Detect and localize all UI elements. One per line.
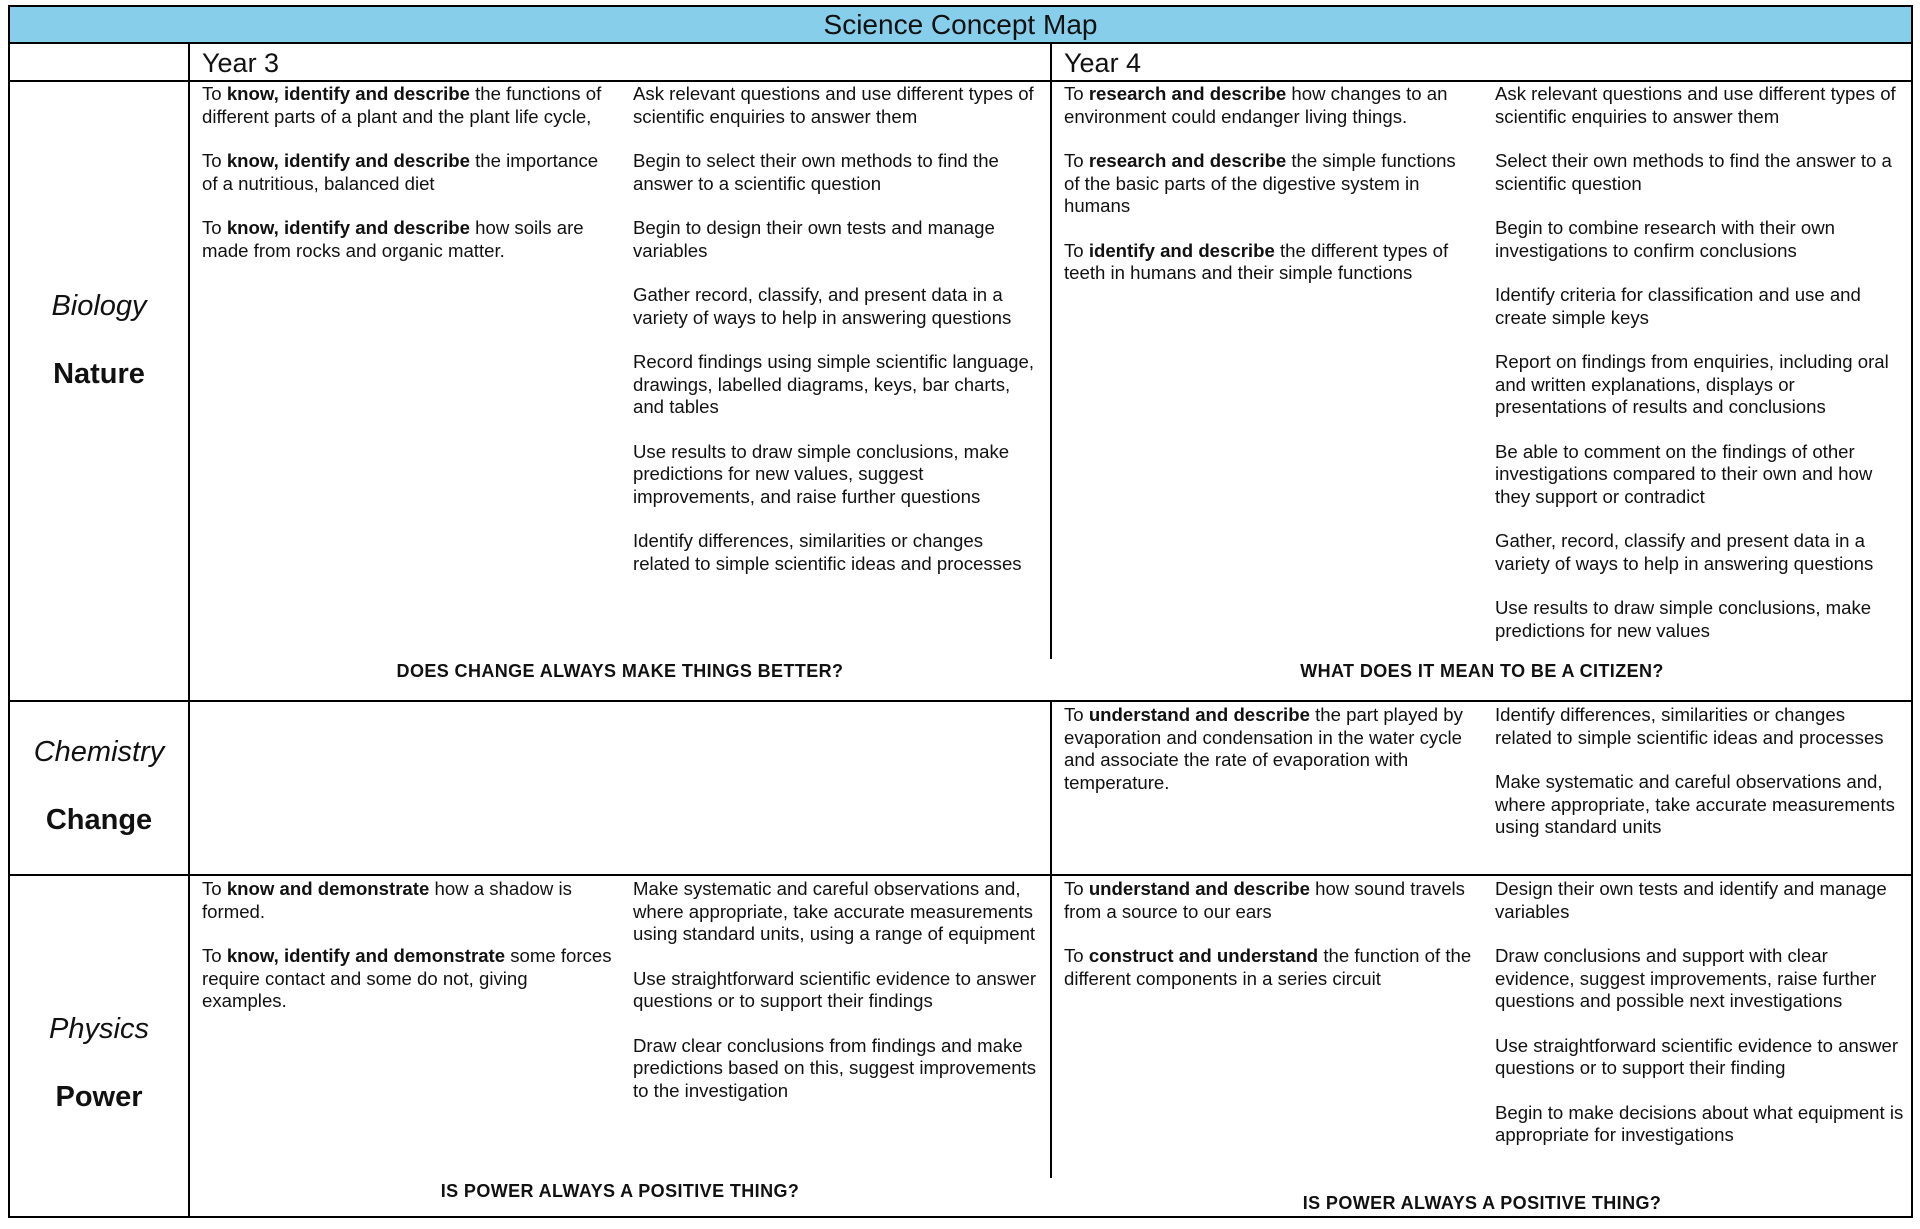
skill-item: Ask relevant questions and use different types of scientific enquiries to answer them: [1495, 83, 1896, 127]
objective: To know, identify and describe how soils are made from rocks and organic matter.: [202, 217, 584, 261]
objective: To research and describe how changes to an environment could endanger living things.: [1064, 83, 1448, 127]
skill-item: Make systematic and careful observations and, where appropriate, take accurate measurements using standard units: [1495, 771, 1895, 837]
skill-item: Identify differences, similarities or changes related to simple scientific ideas and processes: [633, 530, 1022, 574]
skill-item: Begin to combine research with their own investigations to confirm conclusions: [1495, 217, 1836, 261]
subject-label-biology: Biology: [51, 290, 147, 322]
header-row-divider: [10, 80, 1911, 82]
skill-item: Report on findings from enquiries, including oral and written explanations, displays or presentations of results and conclusions: [1495, 351, 1889, 417]
theme-label-change: Change: [45, 804, 153, 836]
biology-y3-skills: [633, 83, 1045, 597]
theme-label-power: Power: [55, 1081, 143, 1113]
skill-item: Begin to select their own methods to find the answer to a scientific question: [633, 150, 999, 194]
biology-y4-objectives: [1064, 83, 1474, 307]
skill-item: Identify differences, similarities or changes related to simple scientific ideas and processes: [1495, 704, 1884, 748]
year-3-header: Year 3: [202, 48, 280, 78]
objective: To know, identify and describe the functions of different parts of a plant and the plant life cycle,: [202, 83, 602, 127]
skill-item: Identify criteria for classification and use and create simple keys: [1495, 284, 1861, 328]
objective: To identify and describe the different types of teeth in humans and their simple functions: [1064, 239, 1449, 283]
skill-item: Make systematic and careful observations and, where appropriate, take accurate measurements using standard units, using a range of equipment: [633, 878, 1036, 944]
skill-item: Use straightforward scientific evidence to answer questions or to support their findings: [633, 967, 1037, 1011]
objective: To know and demonstrate how a shadow is formed.: [202, 878, 572, 922]
physics-y4-objectives: [1064, 878, 1474, 1012]
year-divider-biology: [1050, 42, 1052, 659]
biology-y4-skills: [1495, 83, 1907, 651]
physics-y3-objectives: [202, 878, 612, 1035]
skill-item: Gather record, classify, and present data in a variety of ways to help in answering questions: [633, 284, 1012, 328]
subject-label-physics: Physics: [49, 1013, 149, 1045]
physics-y4-big-question: IS POWER ALWAYS A POSITIVE THING?: [1302, 1193, 1662, 1213]
concept-map-table: [8, 5, 1913, 1218]
skill-item: Use straightforward scientific evidence to answer questions or to support their finding: [1495, 1034, 1899, 1078]
objective: To construct and understand the function of the different components in a series circuit: [1064, 945, 1472, 989]
skill-item: Ask relevant questions and use different types of scientific enquiries to answer them: [633, 83, 1034, 127]
objective: To understand and describe the part played by evaporation and condensation in the water cycle and associate the rate of evaporation with temperature.: [1064, 704, 1463, 793]
biology-y3-objectives: [202, 83, 612, 284]
skill-item: Use results to draw simple conclusions, make predictions for new values: [1495, 597, 1872, 641]
chemistry-y4-skills: [1495, 704, 1907, 861]
chemistry-y4-objectives: [1064, 704, 1474, 816]
objective: To know, identify and describe the importance of a nutritious, balanced diet: [202, 150, 599, 194]
physics-y4-skills: [1495, 878, 1907, 1169]
skill-item: Use results to draw simple conclusions, make predictions for new values, suggest improvements, and raise further questions: [633, 440, 1010, 507]
objective: To know, identify and demonstrate some forces require contact and some do not, giving examples.: [202, 945, 612, 1011]
biology-y4-big-question: WHAT DOES IT MEAN TO BE A CITIZEN?: [1300, 661, 1664, 681]
year-4-header: Year 4: [1064, 48, 1142, 78]
subject-label-chemistry: Chemistry: [33, 736, 165, 768]
objective: To research and describe the simple functions of the basic parts of the digestive system in humans: [1064, 150, 1456, 216]
skill-item: Record findings using simple scientific language, drawings, labelled diagrams, keys, bar charts, and tables: [633, 351, 1035, 417]
year-divider-lower: [1050, 701, 1052, 1178]
skill-item: Draw conclusions and support with clear evidence, suggest improvements, raise further questions and possible next investigations: [1495, 945, 1877, 1011]
chemistry-row-divider: [10, 874, 1911, 876]
skill-item: Begin to make decisions about what equipment is appropriate for investigations: [1495, 1101, 1904, 1145]
physics-y3-big-question: IS POWER ALWAYS A POSITIVE THING?: [440, 1181, 800, 1201]
page-title: Science Concept Map: [10, 7, 1911, 44]
skill-item: Begin to design their own tests and manage variables: [633, 217, 995, 261]
skill-item: Be able to comment on the findings of other investigations compared to their own and how they support or contradict: [1495, 440, 1873, 507]
skill-item: Gather, record, classify and present data in a variety of ways to help in answering questions: [1495, 530, 1874, 574]
biology-row-divider: [10, 700, 1911, 702]
objective: To understand and describe how sound travels from a source to our ears: [1064, 878, 1465, 922]
label-column-divider: [188, 42, 190, 1218]
theme-label-nature: Nature: [53, 358, 145, 390]
skill-item: Draw clear conclusions from findings and make predictions based on this, suggest improvements to the investigation: [633, 1034, 1037, 1101]
biology-y3-big-question: DOES CHANGE ALWAYS MAKE THINGS BETTER?: [396, 661, 844, 681]
skill-item: Design their own tests and identify and manage variables: [1495, 878, 1887, 922]
skill-item: Select their own methods to find the answer to a scientific question: [1495, 150, 1892, 194]
physics-y3-skills: [633, 878, 1045, 1124]
